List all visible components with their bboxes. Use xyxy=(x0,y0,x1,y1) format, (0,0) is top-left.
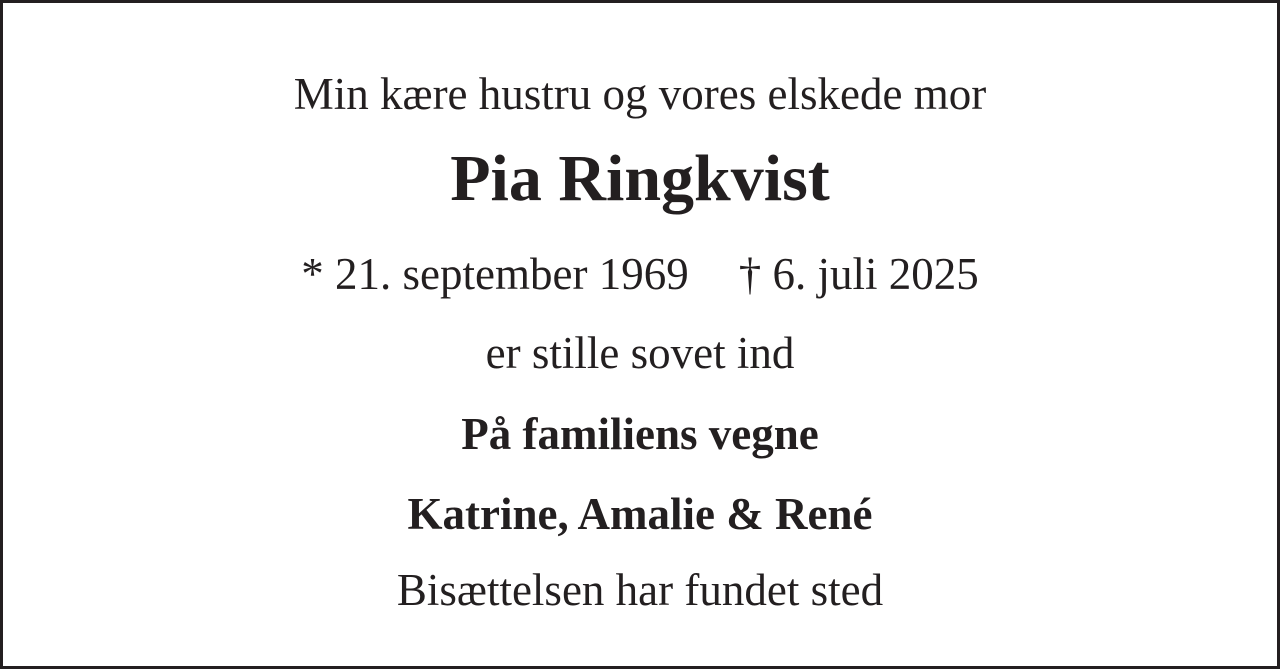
funeral-line: Bisættelsen har fundet sted xyxy=(396,565,884,615)
passed-line: er stille sovet ind xyxy=(485,328,795,378)
intro-line: Min kære hustru og vores elskede mor xyxy=(293,69,987,119)
birth-date: * 21. september 1969 xyxy=(301,249,689,299)
on-behalf-line: På familiens vegne xyxy=(461,409,819,459)
death-date: † 6. juli 2025 xyxy=(738,249,979,299)
deceased-name: Pia Ringkvist xyxy=(450,142,830,215)
family-names: Katrine, Amalie & René xyxy=(407,489,873,539)
dates-line xyxy=(3,249,1277,299)
